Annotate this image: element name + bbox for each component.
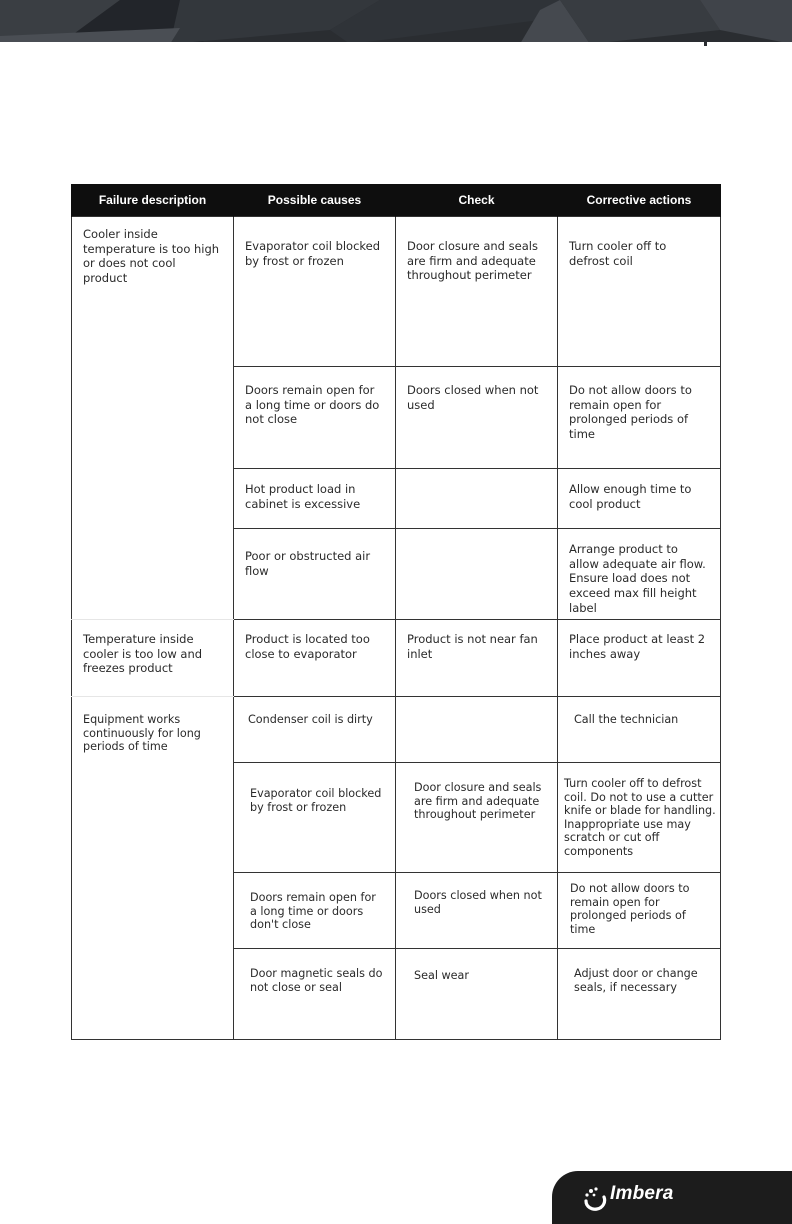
check-cell bbox=[396, 529, 558, 620]
cause-text: Doors remain open for a long time or doors do not close bbox=[245, 383, 380, 427]
failure-description: Temperature inside cooler is too low and freezes product bbox=[83, 632, 203, 676]
check-text: Product is not near fan inlet bbox=[407, 632, 538, 661]
action-text: Call the technician bbox=[574, 713, 679, 726]
table-row bbox=[72, 620, 721, 697]
check-text bbox=[396, 529, 557, 549]
cause-text: Door magnetic seals do not close or seal bbox=[250, 967, 383, 994]
action-text: Turn cooler off to defrost coil. Do not to use a cutter knife or blade for handling. Inappropriate use may scratch or cut off components bbox=[564, 777, 716, 858]
cause-cell bbox=[234, 529, 396, 620]
check-cell bbox=[396, 763, 558, 873]
check-text: Doors closed when not used bbox=[414, 889, 542, 916]
cause-text: Doors remain open for a long time or doors don't close bbox=[250, 891, 376, 931]
brand-name: Imbera bbox=[610, 1183, 674, 1204]
troubleshooting-table bbox=[71, 184, 721, 1040]
check-cell bbox=[396, 367, 558, 469]
action-text: Place product at least 2 inches away bbox=[569, 632, 706, 661]
cause-cell bbox=[234, 873, 396, 949]
action-cell bbox=[558, 367, 721, 469]
failure-description: Cooler inside temperature is too high or does not cool product bbox=[83, 227, 220, 286]
cause-text: Evaporator coil blocked by frost or frozen bbox=[250, 787, 382, 814]
cause-cell bbox=[234, 620, 396, 697]
check-text: Seal wear bbox=[414, 969, 469, 982]
check-text: Door closure and seals are firm and adequate throughout perimeter bbox=[407, 239, 538, 283]
failure-cell bbox=[72, 697, 234, 1040]
action-text: Adjust door or change seals, if necessary bbox=[574, 967, 698, 994]
imbera-logo-icon bbox=[582, 1185, 608, 1211]
action-text: Allow enough time to cool product bbox=[569, 482, 692, 511]
header-possible-causes: Possible causes bbox=[234, 184, 396, 217]
top-banner bbox=[0, 0, 792, 46]
action-cell bbox=[558, 529, 721, 620]
footer-brand-badge bbox=[552, 1171, 792, 1224]
header-failure-description: Failure description bbox=[72, 184, 234, 217]
check-cell bbox=[396, 469, 558, 529]
cause-cell bbox=[234, 949, 396, 1040]
action-cell bbox=[558, 873, 721, 949]
action-cell bbox=[558, 620, 721, 697]
action-cell bbox=[558, 763, 721, 873]
cause-cell bbox=[234, 763, 396, 873]
failure-cell bbox=[72, 620, 234, 697]
action-text: Do not allow doors to remain open for prolonged periods of time bbox=[570, 882, 690, 936]
check-cell bbox=[396, 949, 558, 1040]
cause-text: Condenser coil is dirty bbox=[248, 713, 373, 726]
action-cell bbox=[558, 217, 721, 367]
failure-description: Equipment works continuously for long periods of time bbox=[83, 713, 201, 753]
action-cell bbox=[558, 697, 721, 763]
cause-text: Hot product load in cabinet is excessive bbox=[245, 482, 361, 511]
failure-cell bbox=[72, 217, 234, 620]
cause-text: Product is located too close to evaporator bbox=[245, 632, 370, 661]
cause-cell bbox=[234, 367, 396, 469]
action-text: Do not allow doors to remain open for prolonged periods of time bbox=[569, 383, 692, 442]
check-text bbox=[396, 469, 557, 482]
check-cell bbox=[396, 873, 558, 949]
table-row bbox=[72, 217, 721, 367]
cause-text: Evaporator coil blocked by frost or frozen bbox=[245, 239, 381, 268]
action-text: Turn cooler off to defrost coil bbox=[569, 239, 667, 268]
cause-cell bbox=[234, 217, 396, 367]
table-row bbox=[72, 697, 721, 763]
cause-cell bbox=[234, 469, 396, 529]
check-cell bbox=[396, 697, 558, 763]
check-cell bbox=[396, 620, 558, 697]
check-cell bbox=[396, 217, 558, 367]
action-cell bbox=[558, 469, 721, 529]
table-header-row bbox=[72, 184, 721, 217]
action-text: Arrange product to allow adequate air flow. Ensure load does not exceed max fill height label bbox=[569, 542, 706, 615]
header-corrective-actions: Corrective actions bbox=[558, 184, 721, 217]
check-text: Door closure and seals are firm and adequate throughout perimeter bbox=[414, 781, 542, 821]
header-check: Check bbox=[396, 184, 558, 217]
cause-text: Poor or obstructed air flow bbox=[245, 549, 371, 578]
check-text: Doors closed when not used bbox=[407, 383, 539, 412]
cause-cell bbox=[234, 697, 396, 763]
check-text bbox=[396, 697, 557, 713]
action-cell bbox=[558, 949, 721, 1040]
